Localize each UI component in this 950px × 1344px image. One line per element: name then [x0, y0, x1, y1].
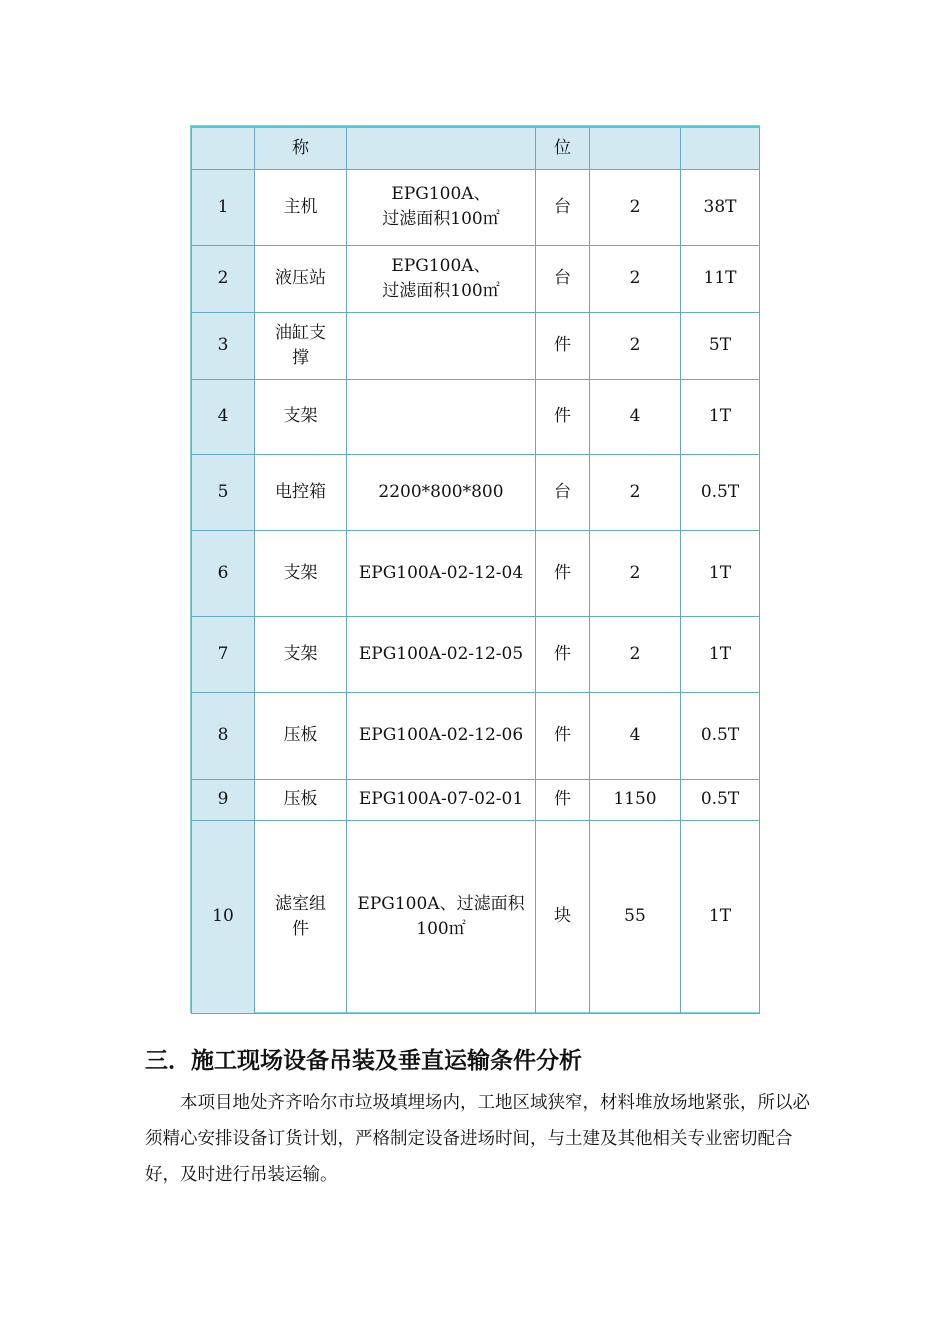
row-weight: 0.5T	[681, 779, 760, 820]
row-quantity: 2	[590, 245, 681, 312]
table-row	[192, 820, 760, 1013]
row-quantity: 2	[590, 530, 681, 616]
row-weight: 1T	[681, 379, 760, 454]
row-number: 7	[192, 616, 255, 692]
row-weight: 1T	[681, 820, 760, 1013]
row-number: 8	[192, 692, 255, 779]
header-cell-unit: 位	[536, 127, 590, 169]
row-spec: EPG100A、过滤面积 100㎡	[347, 820, 536, 1013]
row-number: 9	[192, 779, 255, 820]
header-cell-quantity	[590, 127, 681, 169]
table-row	[192, 692, 760, 779]
row-unit: 件	[536, 530, 590, 616]
table-row	[192, 779, 760, 820]
row-weight: 11T	[681, 245, 760, 312]
row-name: 压板	[255, 692, 347, 779]
row-spec: EPG100A-02-12-05	[347, 616, 536, 692]
row-spec: EPG100A、 过滤面积100㎡	[347, 169, 536, 245]
row-weight: 0.5T	[681, 692, 760, 779]
table-row	[192, 379, 760, 454]
table-row	[192, 169, 760, 245]
row-spec	[347, 312, 536, 379]
table-row	[192, 616, 760, 692]
table-header-row	[192, 127, 760, 169]
row-number: 5	[192, 454, 255, 530]
row-number: 2	[192, 245, 255, 312]
header-cell-name: 称	[255, 127, 347, 169]
row-spec: EPG100A-02-12-04	[347, 530, 536, 616]
row-unit: 台	[536, 245, 590, 312]
row-spec: 2200*800*800	[347, 454, 536, 530]
row-weight: 1T	[681, 616, 760, 692]
row-quantity: 4	[590, 692, 681, 779]
row-spec: EPG100A、 过滤面积100㎡	[347, 245, 536, 312]
row-name: 支架	[255, 616, 347, 692]
row-name: 油缸支 撑	[255, 312, 347, 379]
header-cell-weight	[681, 127, 760, 169]
row-spec: EPG100A-07-02-01	[347, 779, 536, 820]
row-quantity: 55	[590, 820, 681, 1013]
row-quantity: 2	[590, 169, 681, 245]
equipment-table	[191, 126, 760, 1014]
row-unit: 件	[536, 379, 590, 454]
row-unit: 块	[536, 820, 590, 1013]
section-heading: 三．施工现场设备吊装及垂直运输条件分析	[145, 1048, 582, 1074]
row-quantity: 2	[590, 616, 681, 692]
row-quantity: 2	[590, 312, 681, 379]
table-row	[192, 312, 760, 379]
row-number: 10	[192, 820, 255, 1013]
row-unit: 件	[536, 692, 590, 779]
header-cell-number	[192, 127, 255, 169]
row-name: 液压站	[255, 245, 347, 312]
row-weight: 38T	[681, 169, 760, 245]
row-quantity: 2	[590, 454, 681, 530]
table-row	[192, 530, 760, 616]
section-paragraph: 本项目地处齐齐哈尔市垃圾填埋场内，工地区域狭窄，材料堆放场地紧张，所以必须精心安排设备订货计划，严格制定设备进场时间，与土建及其他相关专业密切配合好，及时进行吊装运输。	[145, 1093, 810, 1185]
table-row	[192, 245, 760, 312]
row-quantity: 4	[590, 379, 681, 454]
row-unit: 件	[536, 779, 590, 820]
row-weight: 0.5T	[681, 454, 760, 530]
row-unit: 台	[536, 169, 590, 245]
row-name: 主机	[255, 169, 347, 245]
row-name: 压板	[255, 779, 347, 820]
equipment-table-frame	[190, 125, 760, 1013]
row-spec	[347, 379, 536, 454]
row-unit: 台	[536, 454, 590, 530]
row-number: 4	[192, 379, 255, 454]
table-row	[192, 454, 760, 530]
row-name: 滤室组 件	[255, 820, 347, 1013]
header-cell-spec	[347, 127, 536, 169]
row-name: 支架	[255, 379, 347, 454]
row-weight: 5T	[681, 312, 760, 379]
row-number: 3	[192, 312, 255, 379]
row-unit: 件	[536, 616, 590, 692]
row-unit: 件	[536, 312, 590, 379]
row-weight: 1T	[681, 530, 760, 616]
row-number: 1	[192, 169, 255, 245]
row-name: 支架	[255, 530, 347, 616]
row-quantity: 1150	[590, 779, 681, 820]
row-name: 电控箱	[255, 454, 347, 530]
row-spec: EPG100A-02-12-06	[347, 692, 536, 779]
row-number: 6	[192, 530, 255, 616]
